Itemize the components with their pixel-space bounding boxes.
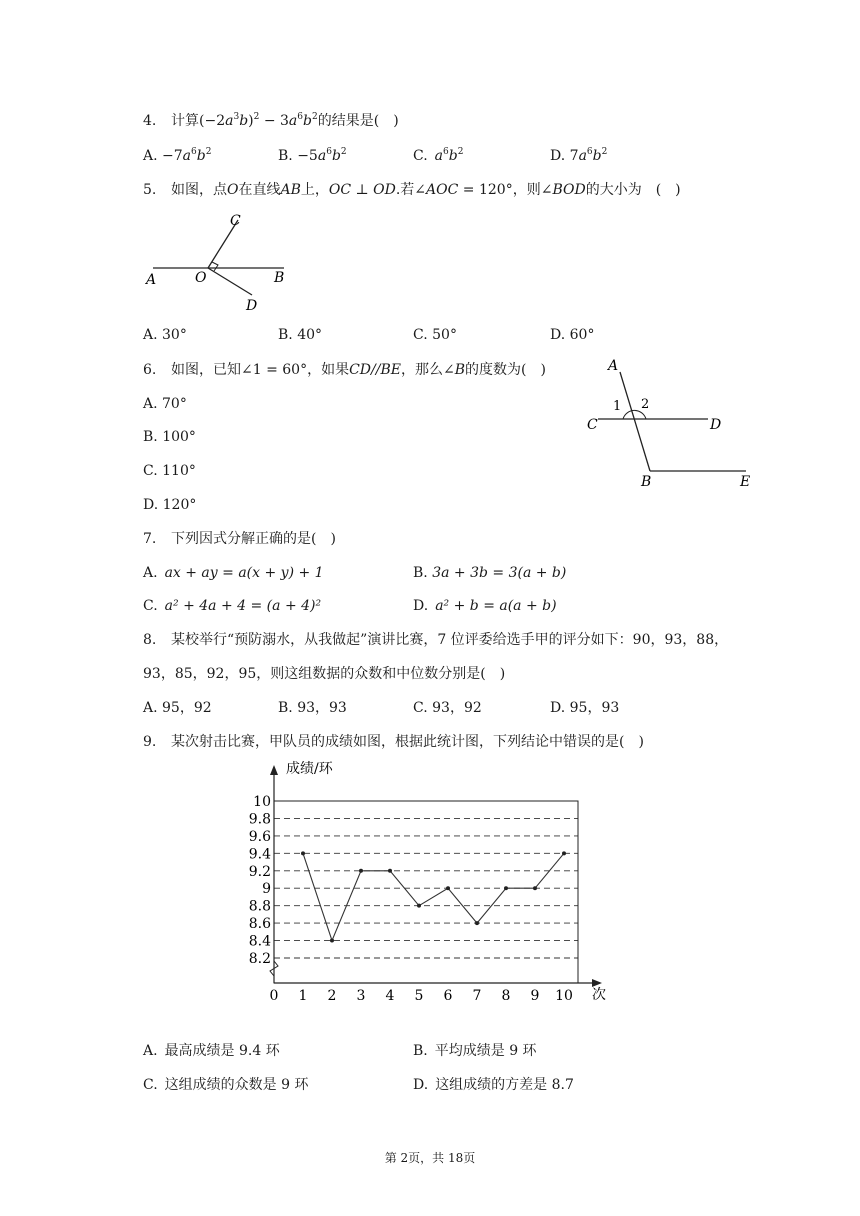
data-point (475, 921, 479, 925)
question-4-stem: 4. 计算$(-2a^3b)^2 - 3a^6b^2$的结果是( ) (143, 112, 399, 129)
ray-od (208, 268, 252, 295)
y-tick-labels (249, 794, 271, 967)
page-footer: 第 2页，共 18页 (384, 1151, 476, 1165)
data-point (562, 851, 566, 855)
label-o: O (195, 270, 207, 286)
q4-option-a[interactable]: A. $-7a^6b^2$ (143, 147, 212, 164)
q6-figure (580, 355, 760, 495)
question-8-stem-line1: 8. 某校举行“预防溺水，从我做起”演讲比赛，7 位评委给选手甲的评分如下：90，93，88， (143, 632, 729, 648)
question-number: 9. (143, 734, 157, 750)
question-6-stem: 6. 如图，已知∠1 = 60°，如果CD//BE，那么∠B的度数为( ) (143, 362, 546, 378)
y-tick-label: 9.6 (248, 828, 271, 845)
q8-option-a[interactable]: A. 95，92 (143, 700, 212, 716)
label-a: A (608, 358, 619, 374)
x-tick-labels (270, 988, 573, 1004)
data-point (301, 851, 305, 855)
q5-option-a[interactable]: A. 30° (143, 327, 187, 343)
x-tick-label: 9 (530, 988, 540, 1004)
x-tick-label: 6 (443, 988, 453, 1004)
q8-option-c[interactable]: C. 93，92 (413, 700, 482, 716)
question-number: 7. (143, 531, 157, 547)
q4-option-c[interactable]: C. $a^6b^2$ (413, 147, 464, 164)
question-5-stem: 5. 如图，点O在直线AB上，OC ⊥ OD.若∠AOC = 120°，则∠BOD的大小为 ( ) (143, 182, 681, 198)
question-number: 6. (143, 362, 157, 378)
y-axis-arrow (270, 765, 278, 775)
series-line (303, 853, 564, 940)
plot-frame (274, 801, 578, 983)
question-number: 4. (143, 113, 157, 129)
x-tick-label: 1 (298, 988, 308, 1004)
x-tick-label: 4 (385, 988, 395, 1004)
y-tick-label: 8.4 (248, 933, 271, 950)
q9-option-c[interactable]: C. 这组成绩的众数是 9 环 (143, 1077, 309, 1093)
data-point (388, 869, 392, 873)
x-tick-label: 3 (356, 988, 366, 1004)
y-tick-label: 10 (253, 794, 271, 810)
q7-option-b[interactable]: B. 3a + 3b = 3(a + b) (413, 565, 567, 581)
q6-option-d[interactable]: D. 120° (143, 497, 197, 513)
q9-option-a[interactable]: A. 最高成绩是 9.4 环 (143, 1043, 280, 1059)
q6-option-b[interactable]: B. 100° (143, 429, 196, 445)
y-tick-label: 8.6 (248, 916, 271, 933)
data-point (330, 939, 334, 943)
data-point (504, 886, 508, 890)
y-tick-label: 9.8 (248, 811, 271, 828)
question-9-stem: 9. 某次射击比赛，甲队员的成绩如图，根据此统计图，下列结论中错误的是( ) (143, 734, 644, 750)
x-tick-label: 0 (269, 988, 279, 1004)
right-angle-mark (212, 262, 218, 271)
question-number: 8. (143, 632, 157, 648)
q8-option-b[interactable]: B. 93，93 (278, 700, 347, 716)
y-tick-label: 9 (262, 881, 271, 898)
line-ab (620, 372, 650, 471)
data-point (417, 904, 421, 908)
q7-option-a[interactable]: A. ax + ay = a(x + y) + 1 (143, 565, 324, 581)
x-tick-label: 7 (472, 988, 482, 1004)
data-point (533, 886, 537, 890)
x-tick-label: 10 (555, 988, 573, 1004)
x-tick-label: 8 (501, 988, 511, 1004)
label-1: 1 (613, 399, 622, 414)
score-line-chart (240, 755, 620, 1005)
x-tick-label: 2 (327, 988, 337, 1004)
q4-option-d[interactable]: D. $7a^6b^2$ (550, 147, 608, 164)
label-a: A (146, 272, 157, 288)
y-tick-label: 8.2 (248, 951, 271, 967)
y-tick-label: 9.2 (248, 863, 271, 880)
q8-option-d[interactable]: D. 95，93 (550, 700, 620, 716)
grid (274, 801, 578, 958)
q5-option-d[interactable]: D. 60° (550, 327, 595, 343)
question-8-stem-line2: 93，85，92，95，则这组数据的众数和中位数分别是( ) (143, 666, 506, 682)
label-d: D (710, 417, 722, 433)
q7-option-c[interactable]: C. a² + 4a + 4 = (a + 4)² (143, 598, 322, 614)
x-tick-label: 5 (414, 988, 424, 1004)
data-point (359, 869, 363, 873)
label-c: C (230, 213, 241, 229)
q6-option-c[interactable]: C. 110° (143, 463, 196, 479)
label-e: E (740, 474, 751, 490)
q6-option-a[interactable]: A. 70° (143, 396, 187, 412)
y-tick-label: 9.4 (248, 846, 271, 863)
question-7-stem: 7. 下列因式分解正确的是( ) (143, 531, 336, 547)
question-number: 5. (143, 182, 157, 198)
q9-option-b[interactable]: B. 平均成绩是 9 环 (413, 1043, 537, 1059)
label-b: B (641, 474, 652, 490)
label-b: B (274, 270, 285, 286)
q9-option-d[interactable]: D. 这组成绩的方差是 8.7 (413, 1077, 574, 1093)
x-axis-arrow (592, 979, 602, 987)
y-axis-label: 成绩/环 (286, 761, 333, 777)
y-tick-label: 8.8 (248, 898, 271, 915)
label-c: C (587, 417, 598, 433)
q4-option-b[interactable]: B. $-5a^6b^2$ (278, 147, 347, 164)
x-axis-label: 次 (592, 987, 606, 1003)
label-d: D (246, 298, 258, 314)
q5-option-b[interactable]: B. 40° (278, 327, 323, 343)
q5-figure (140, 210, 310, 315)
data-point (446, 886, 450, 890)
q5-option-c[interactable]: C. 50° (413, 327, 457, 343)
q7-option-d[interactable]: D. a² + b = a(a + b) (413, 598, 557, 614)
label-2: 2 (641, 397, 650, 412)
